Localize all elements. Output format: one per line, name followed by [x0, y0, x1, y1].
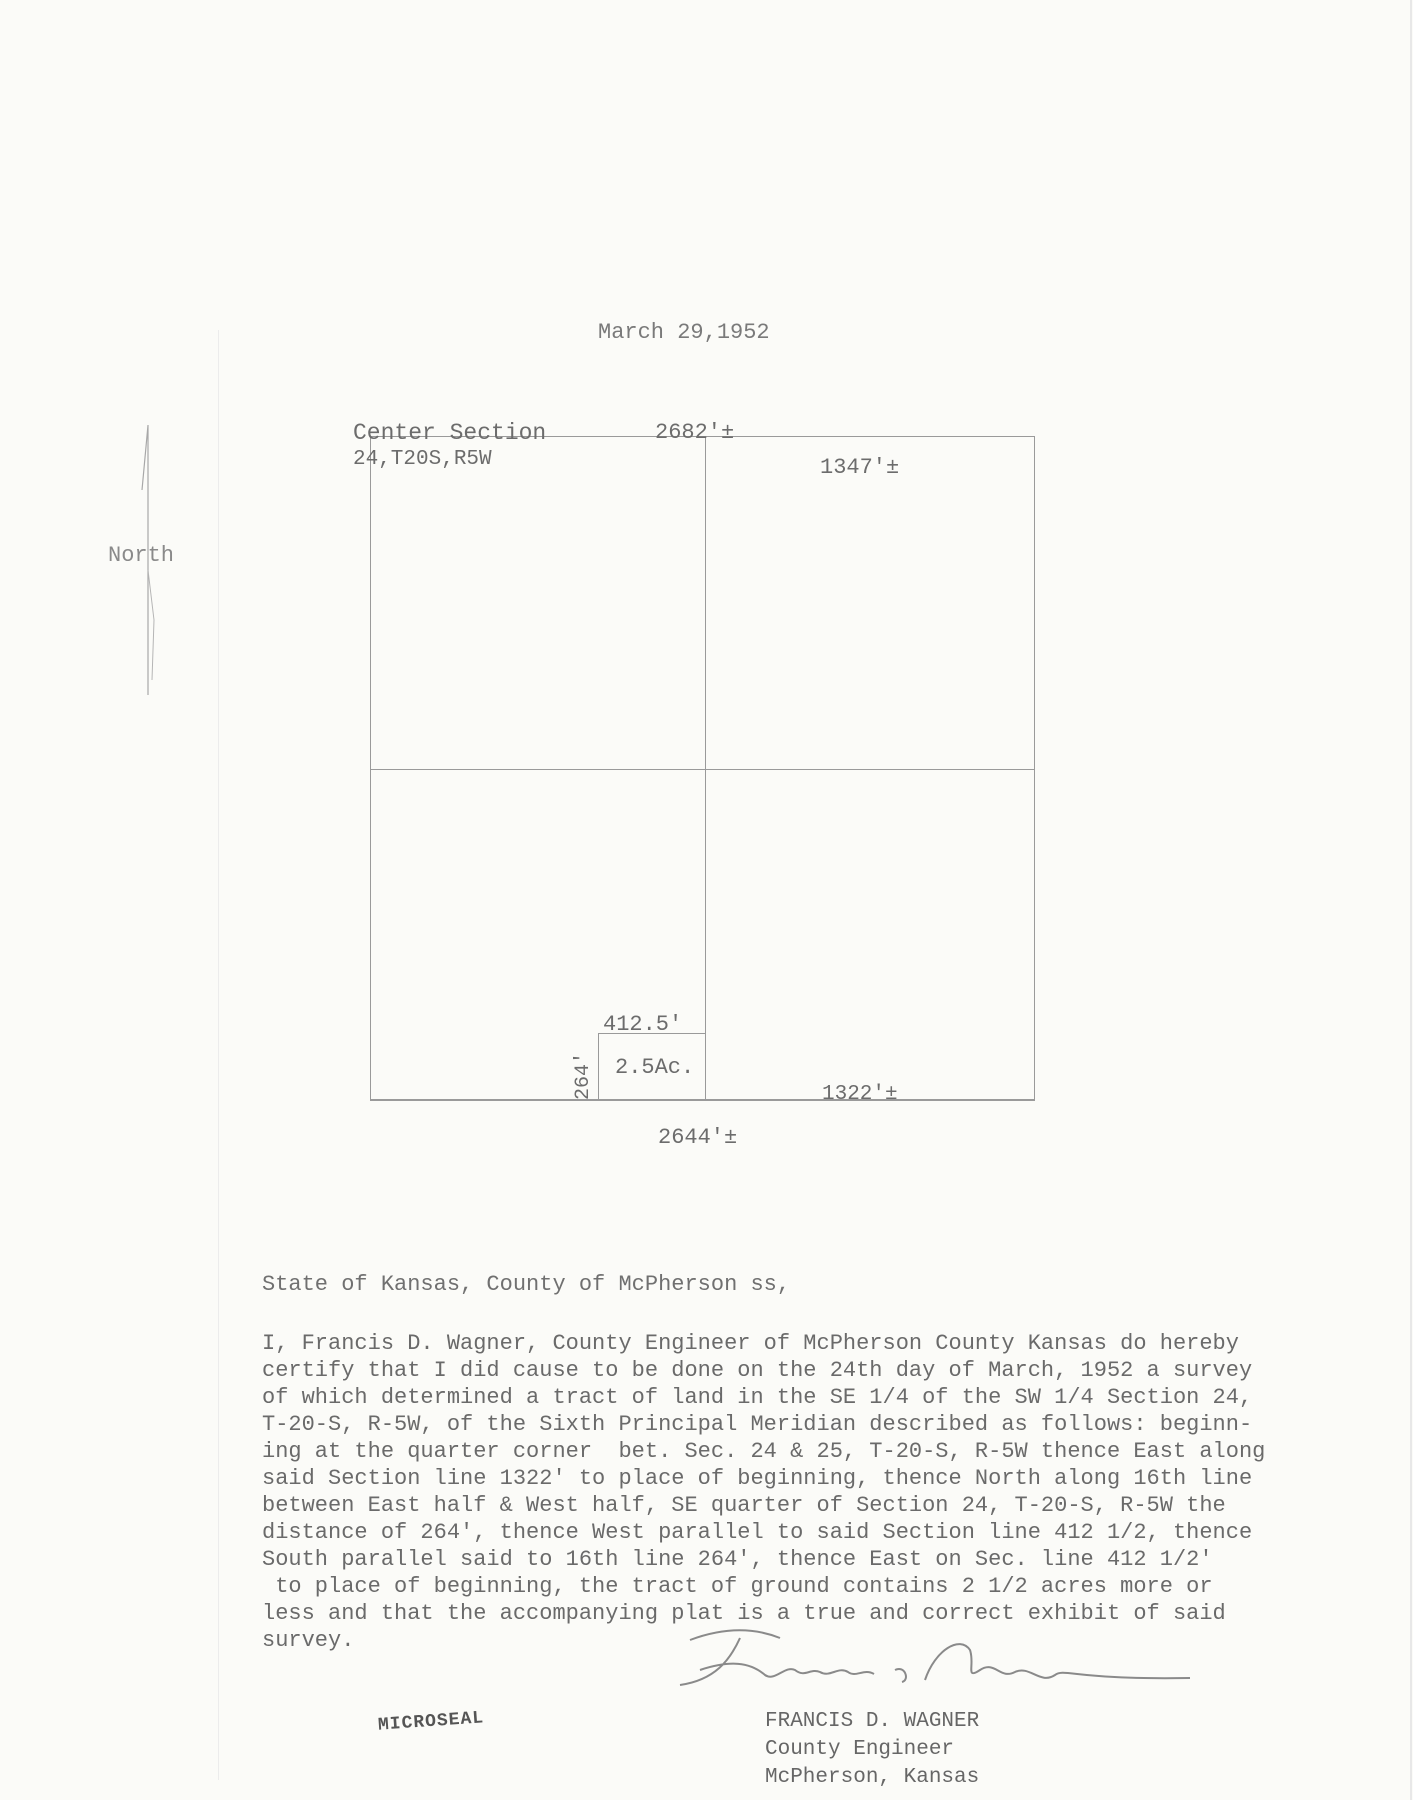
tract-height-label: 264' — [572, 1051, 595, 1100]
se-dimension-label: 1322'± — [822, 1083, 898, 1106]
page-margin-rule — [218, 330, 219, 1780]
tract-width-label: 412.5' — [603, 1012, 683, 1037]
north-label: North — [108, 543, 175, 568]
state-county-line: State of Kansas, County of McPherson ss, — [262, 1272, 791, 1297]
section-plat — [370, 436, 1035, 1101]
page-edge — [1410, 0, 1412, 1800]
document-date: March 29,1952 — [598, 320, 770, 345]
tract-area-label: 2.5Ac. — [615, 1055, 695, 1080]
signer-name: FRANCIS D. WAGNER — [765, 1710, 980, 1733]
center-section-label: Center Section — [353, 420, 547, 446]
signer-title: County Engineer — [765, 1738, 955, 1761]
top-dimension-label: 2682'± — [655, 420, 735, 445]
microfilm-stamp: MICROSEAL — [377, 1708, 485, 1736]
section-township-range-label: 24,T20S,R5W — [353, 448, 492, 471]
plat-bottom-edge — [370, 1099, 1035, 1101]
handwritten-signature — [670, 1620, 1210, 1710]
plat-horizontal-quarter-line — [370, 769, 1035, 770]
certification-paragraph: I, Francis D. Wagner, County Engineer of McPherson County Kansas do hereby certify that I did cause to be done on the 24th day of March, 1952 a survey of which determined a tract of land in the SE 1/4 of the SW 1/4 Section 24, T-20-S, R-5W, of the Sixth Principal Meridian described as follows: beginn- ing at the quarter corner bet. Sec. 24 & 25, T-20-S, R-5W thence East along said Section line 1322' to place of beginning, thence North along 16th line between East half & West half, SE quarter of Section 24, T-20-S, R-5W the distance of 264', thence West parallel to said Section line 412 1/2, thence South parallel said to 16th line 264', thence East on Sec. line 412 1/2' to place of beginning, the tract of ground contains 2 1/2 acres more or less and that the accompanying plat is a true and correct exhibit of said survey. — [262, 1331, 1266, 1653]
bottom-dimension-label: 2644'± — [658, 1125, 738, 1150]
signer-location: McPherson, Kansas — [765, 1766, 980, 1789]
ne-dimension-label: 1347'± — [820, 455, 900, 480]
tract-left-edge — [598, 1033, 599, 1101]
